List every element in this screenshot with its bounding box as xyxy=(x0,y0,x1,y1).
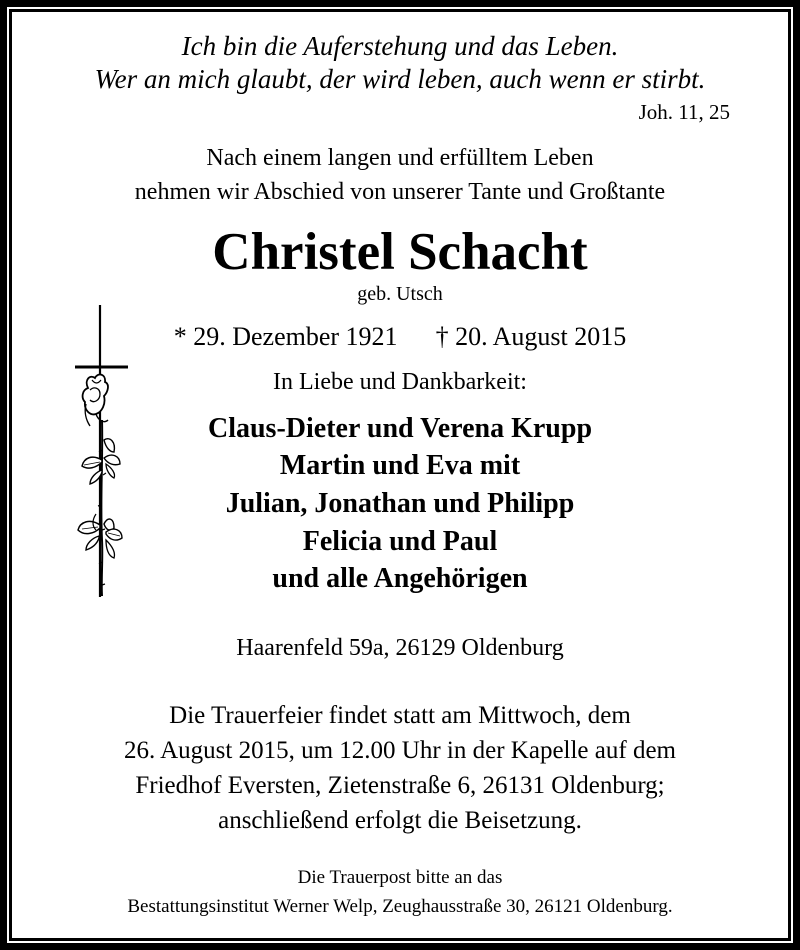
mourner-entry: Claus-Dieter und Verena Krupp xyxy=(207,413,593,444)
mourner-entry: Felicia und Paul xyxy=(302,526,498,557)
mourner-entry: Martin und Eva mit xyxy=(279,450,521,481)
death-date: † 20. August 2015 xyxy=(435,322,627,351)
intro-line-2: nehmen wir Abschied von unserer Tante und Großtante xyxy=(134,179,666,205)
condolence-mail-line-1: Die Trauerpost bitte an das xyxy=(297,867,503,888)
service-line: anschließend erfolgt die Beisetzung. xyxy=(218,807,582,834)
bible-verse-reference: Joh. 11, 25 xyxy=(638,100,730,124)
bible-quote-line-2: Wer an mich glaubt, der wird leben, auch wenn er stirbt. xyxy=(94,64,706,94)
dedication-line: In Liebe und Dankbarkeit: xyxy=(273,369,527,395)
family-address: Haarenfeld 59a, 26129 Oldenburg xyxy=(236,635,564,661)
service-line: 26. August 2015, um 12.00 Uhr in der Kapelle auf dem xyxy=(124,737,676,764)
service-line: Friedhof Eversten, Zietenstraße 6, 26131 Oldenburg; xyxy=(135,772,665,799)
cross-with-rose-icon xyxy=(62,300,142,600)
intro-line-1: Nach einem langen und erfülltem Leben xyxy=(206,145,594,171)
mourner-entry: Julian, Jonathan und Philipp xyxy=(225,488,575,519)
mourner-entry: und alle Angehörigen xyxy=(272,563,528,594)
service-line: Die Trauerfeier findet statt am Mittwoch, dem xyxy=(169,702,631,729)
condolence-mail-line-2: Bestattungsinstitut Werner Welp, Zeughausstraße 30, 26121 Oldenburg. xyxy=(127,896,673,917)
birth-date: * 29. Dezember 1921 xyxy=(173,322,398,351)
maiden-name: geb. Utsch xyxy=(357,283,443,305)
bible-quote-line-1: Ich bin die Auferstehung und das Leben. xyxy=(181,31,619,61)
deceased-name: Christel Schacht xyxy=(212,223,588,281)
